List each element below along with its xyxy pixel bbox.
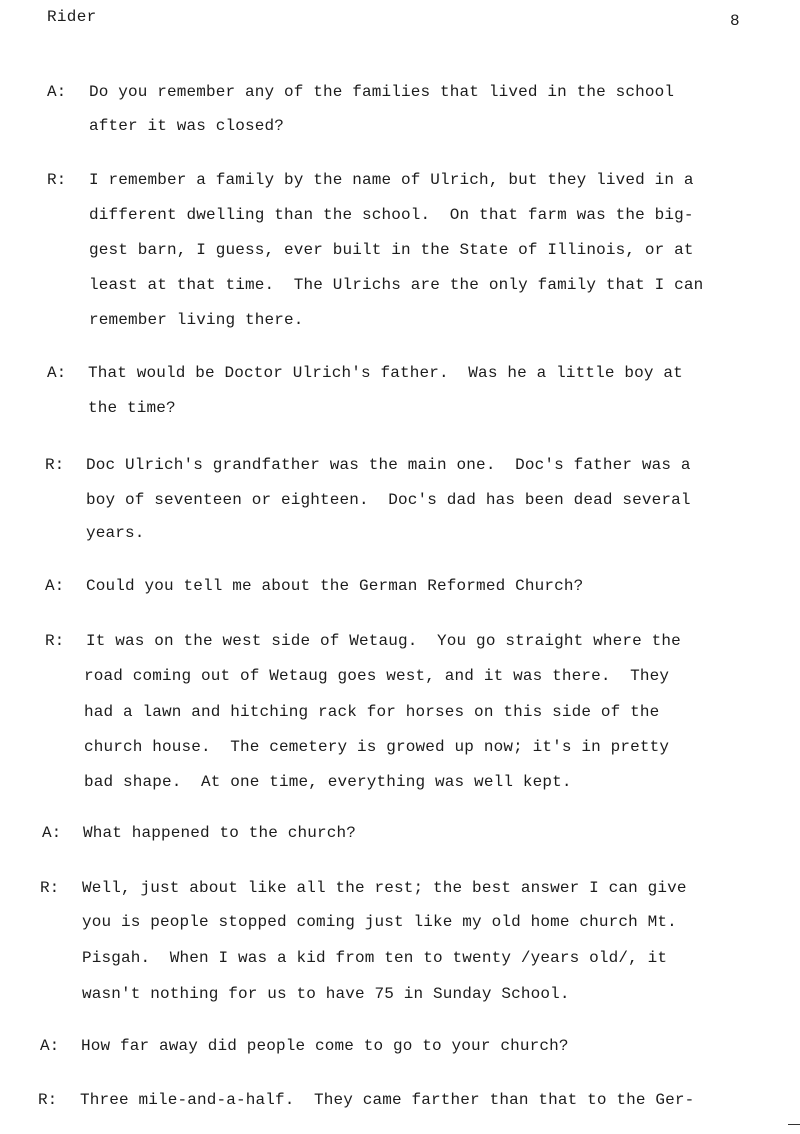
speaker-label: A:: [42, 824, 62, 842]
transcript-line: It was on the west side of Wetaug. You go straight where the: [86, 632, 681, 650]
page-number: 8: [730, 12, 740, 30]
transcript-line: church house. The cemetery is growed up now; it's in pretty: [84, 738, 670, 756]
transcript-line: different dwelling than the school. On that farm was the big-: [89, 206, 694, 224]
transcript-line: years.: [86, 524, 145, 542]
transcript-line: road coming out of Wetaug goes west, and it was there. They: [84, 667, 670, 685]
transcript-line: least at that time. The Ulrichs are the only family that I can: [89, 276, 704, 294]
transcript-line: I remember a family by the name of Ulrich, but they lived in a: [89, 171, 694, 189]
speaker-label: R:: [40, 879, 60, 897]
transcript-line: Could you tell me about the German Reformed Church?: [86, 577, 584, 595]
speaker-label: A:: [47, 83, 67, 101]
transcript-line: Pisgah. When I was a kid from ten to twenty /years old/, it: [82, 949, 668, 967]
speaker-label: A:: [45, 577, 65, 595]
transcript-line: you is people stopped coming just like my old home church Mt.: [82, 913, 677, 931]
page-edge-mark: [788, 1124, 800, 1125]
speaker-label: R:: [38, 1091, 58, 1109]
speaker-label: R:: [47, 171, 67, 189]
transcript-line: Do you remember any of the families that lived in the school: [89, 83, 675, 101]
transcript-line: What happened to the church?: [83, 824, 357, 842]
transcript-line: gest barn, I guess, ever built in the State of Illinois, or at: [89, 241, 694, 259]
transcript-line: bad shape. At one time, everything was well kept.: [84, 773, 572, 791]
speaker-label: A:: [47, 364, 67, 382]
transcript-line: How far away did people come to go to your church?: [81, 1037, 569, 1055]
transcript-line: the time?: [88, 399, 176, 417]
transcript-line: remember living there.: [89, 311, 304, 329]
speaker-label: A:: [40, 1037, 60, 1055]
transcript-line: had a lawn and hitching rack for horses on this side of the: [84, 703, 660, 721]
transcript-line: after it was closed?: [89, 117, 285, 135]
header-name: Rider: [47, 8, 97, 26]
transcript-line: That would be Doctor Ulrich's father. Was he a little boy at: [88, 364, 683, 382]
transcript-line: boy of seventeen or eighteen. Doc's dad has been dead several: [86, 491, 691, 509]
speaker-label: R:: [45, 456, 65, 474]
transcript-line: Three mile-and-a-half. They came farther than that to the Ger-: [80, 1091, 695, 1109]
transcript-line: Doc Ulrich's grandfather was the main one. Doc's father was a: [86, 456, 691, 474]
transcript-line: wasn't nothing for us to have 75 in Sunday School.: [82, 985, 570, 1003]
transcript-line: Well, just about like all the rest; the best answer I can give: [82, 879, 687, 897]
speaker-label: R:: [45, 632, 65, 650]
